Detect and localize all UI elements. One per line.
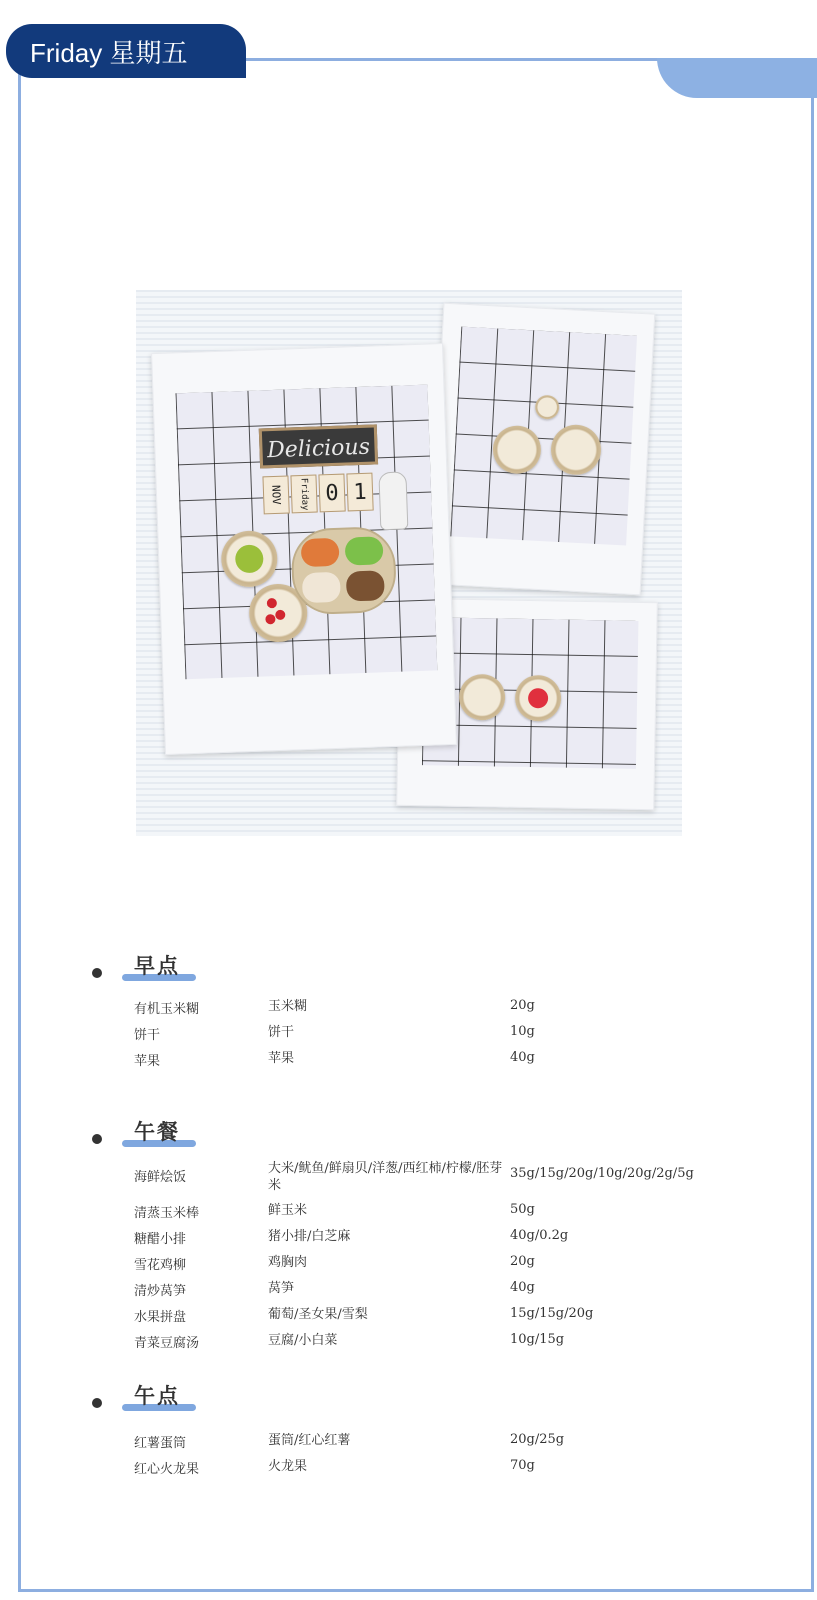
dish-name: 红心火龙果	[134, 1462, 200, 1477]
dish-name: 有机玉米糊	[134, 1002, 200, 1017]
ingredients: 大米/鱿鱼/鲜扇贝/洋葱/西红柿/柠檬/胚芽米	[268, 1161, 503, 1193]
amount: 70g	[510, 1458, 535, 1473]
amount: 10g/15g	[510, 1332, 565, 1347]
chef-figurine	[378, 471, 408, 530]
amount: 40g	[510, 1280, 535, 1295]
ingredients: 鸡胸肉	[268, 1255, 308, 1270]
amount: 20g	[510, 1254, 535, 1269]
amount: 35g/15g/20g/10g/20g/2g/5g	[510, 1166, 694, 1181]
ingredients: 苹果	[268, 1051, 295, 1066]
dish-name: 糖醋小排	[134, 1232, 187, 1247]
ingredients: 火龙果	[268, 1459, 308, 1474]
photo-afternoon-snack	[429, 303, 655, 596]
amount: 20g/25g	[510, 1432, 565, 1447]
bullet	[92, 968, 102, 978]
dish-name: 雪花鸡柳	[134, 1258, 187, 1273]
ingredients: 鲜玉米	[268, 1203, 308, 1218]
day-label: Friday 星期五	[30, 37, 188, 68]
dish-name: 水果拼盘	[134, 1310, 187, 1325]
soup-bowl	[220, 530, 278, 588]
amount: 40g/0.2g	[510, 1228, 569, 1243]
calendar-month: NOV	[262, 475, 289, 514]
chalkboard-sign: Delicious	[259, 424, 378, 468]
ingredients: 猪小排/白芝麻	[268, 1229, 351, 1244]
dish-name: 海鲜烩饭	[134, 1170, 187, 1185]
menu-section-lunch	[92, 1116, 732, 1351]
bullet	[92, 1134, 102, 1144]
section-title: 午点	[134, 1384, 180, 1408]
calendar-digit: 1	[346, 473, 373, 512]
photo-lunch	[151, 343, 457, 755]
lunch-tray	[290, 526, 397, 616]
dragon-fruit	[528, 688, 548, 708]
amount: 10g	[510, 1024, 535, 1039]
ingredients: 玉米糊	[268, 999, 308, 1014]
amount: 50g	[510, 1202, 535, 1217]
plate	[550, 424, 603, 477]
dish-name: 青菜豆腐汤	[134, 1336, 200, 1351]
section-title: 早点	[134, 954, 180, 978]
cup	[535, 395, 560, 420]
plate	[459, 674, 506, 721]
corner-decoration	[657, 58, 817, 98]
dish-name: 苹果	[134, 1054, 161, 1069]
ingredients: 饼干	[268, 1025, 295, 1040]
menu-section-afternoon-snack	[92, 1380, 732, 1477]
dish-name: 清炒莴笋	[134, 1284, 187, 1299]
calendar-weekday: Friday	[290, 475, 317, 514]
photo-collage	[136, 290, 682, 836]
dish-name: 饼干	[134, 1028, 161, 1043]
plate	[515, 675, 562, 722]
calendar-digit: 0	[318, 474, 345, 513]
amount: 40g	[510, 1050, 535, 1065]
ingredients: 葡萄/圣女果/雪梨	[268, 1307, 368, 1322]
dish-name: 清蒸玉米棒	[134, 1206, 200, 1221]
menu-section-breakfast-snack	[92, 950, 732, 1069]
ingredients: 豆腐/小白菜	[268, 1333, 338, 1348]
ingredients: 蛋筒/红心红薯	[268, 1433, 351, 1448]
amount: 20g	[510, 998, 535, 1013]
dish-name: 红薯蛋筒	[134, 1436, 187, 1451]
plate	[492, 424, 542, 474]
ingredients: 莴笋	[268, 1281, 295, 1296]
day-header	[6, 24, 246, 78]
section-title: 午餐	[134, 1120, 180, 1144]
amount: 15g/15g/20g	[510, 1306, 594, 1321]
bullet	[92, 1398, 102, 1408]
